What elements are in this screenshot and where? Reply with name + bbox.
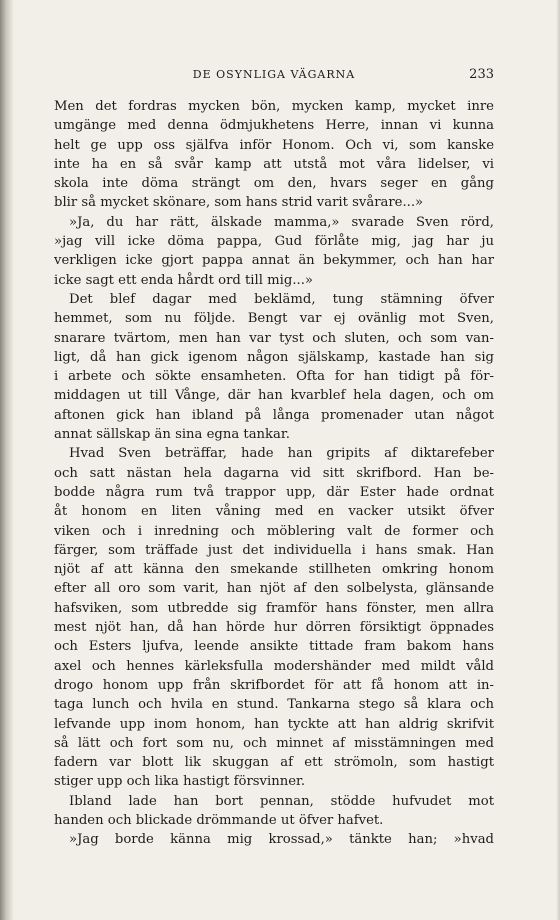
text-line: middagen ut till Vånge, där han kvarblef hela dagen, och om bbox=[54, 388, 494, 404]
text-line: »Jag borde känna mig krossad,» tänkte han; »hvad bbox=[69, 832, 494, 848]
text-line: lefvande upp inom honom, han tyckte att han aldrig skrifvit bbox=[54, 716, 494, 732]
text-line: och Esters ljufva, leende ansikte tittade fram bakom hans bbox=[54, 639, 494, 655]
text-line: aftonen gick han ibland på långa promenader utan något bbox=[54, 407, 494, 423]
text-line: ligt, då han gick igenom någon själskamp, kastade han sig bbox=[54, 349, 494, 365]
text-line: inte ha en så svår kamp att utstå mot våra lidelser, vi bbox=[54, 156, 494, 172]
text-line: stiger upp och lika hastigt försvinner. bbox=[54, 774, 306, 790]
text-line: så lätt och fort som nu, och minnet af misstämningen med bbox=[54, 735, 494, 751]
text-line: mest njöt han, då han hörde hur dörren försiktigt öppnades bbox=[54, 620, 494, 636]
text-line: »Ja, du har rätt, älskade mamma,» svarade Sven rörd, bbox=[69, 214, 494, 230]
running-title: DE OSYNLIGA VÄGARNA bbox=[192, 68, 356, 81]
text-line: åt honom en liten våning med en vacker utsikt öfver bbox=[54, 504, 494, 520]
text-line: efter all oro som varit, han njöt af den solbelysta, glänsande bbox=[54, 581, 494, 597]
text-line: snarare tvärtom, men han var tyst och sluten, och som van- bbox=[54, 330, 494, 346]
text-line: Hvad Sven beträffar, hade han gripits af diktarefeber bbox=[69, 446, 494, 462]
text-line: färger, som träffade just det individuella i hans smak. Han bbox=[54, 542, 494, 558]
text-line: drogo honom upp från skrifbordet för att få honom att in- bbox=[54, 677, 494, 693]
text-line: »jag vill icke döma pappa, Gud förlåte mig, jag har ju bbox=[54, 234, 494, 250]
text-line: helt ge upp oss själfva inför Honom. Och vi, som kanske bbox=[54, 137, 494, 153]
text-line: Men det fordras mycken bön, mycken kamp, mycket inre bbox=[54, 99, 494, 114]
text-line: annat sällskap än sina egna tankar. bbox=[54, 427, 290, 443]
text-line: skola inte döma strängt om den, hvars seger en gång bbox=[54, 176, 494, 192]
text-line: blir så mycket skönare, som hans strid varit svårare...» bbox=[54, 195, 424, 211]
page-number: 233 bbox=[469, 67, 494, 82]
text-line: fadern var blott lik skuggan af ett strömoln, som hastigt bbox=[54, 755, 494, 771]
text-line: hemmet, som nu följde. Bengt var ej ovänlig mot Sven, bbox=[54, 311, 494, 327]
text-line: Det blef dagar med beklämd, tung stämning öfver bbox=[69, 291, 494, 307]
body-text bbox=[54, 97, 494, 850]
text-line: icke sagt ett enda hårdt ord till mig...» bbox=[54, 272, 313, 288]
binding-shadow bbox=[0, 0, 14, 920]
text-line: hafsviken, som utbredde sig framför hans fönster, men allra bbox=[54, 600, 494, 616]
page-edge bbox=[556, 0, 560, 920]
text-line: och satt nästan hela dagarna vid sitt skrifbord. Han be- bbox=[54, 465, 494, 481]
text-line: Ibland lade han bort pennan, stödde hufvudet mot bbox=[69, 793, 494, 809]
text-line: bodde några rum två trappor upp, där Ester hade ordnat bbox=[54, 484, 494, 500]
page-header bbox=[54, 66, 494, 84]
text-line: i arbete och sökte ensamheten. Ofta for han tidigt på för- bbox=[54, 369, 494, 385]
text-line: taga lunch och hvila en stund. Tankarna stego så klara och bbox=[54, 697, 494, 713]
text-line: handen och blickade drömmande ut öfver hafvet. bbox=[54, 812, 384, 828]
text-line: verkligen icke gjort pappa annat än bekymmer, och han har bbox=[54, 253, 494, 269]
text-line: axel och hennes kärleksfulla modershänder med mildt våld bbox=[54, 658, 494, 674]
text-line: njöt af att känna den smekande stillheten omkring honom bbox=[54, 562, 494, 578]
text-line: umgänge med denna ödmjukhetens Herre, innan vi kunna bbox=[54, 118, 494, 134]
text-line: viken och i inredning och möblering valt de former och bbox=[54, 523, 494, 539]
